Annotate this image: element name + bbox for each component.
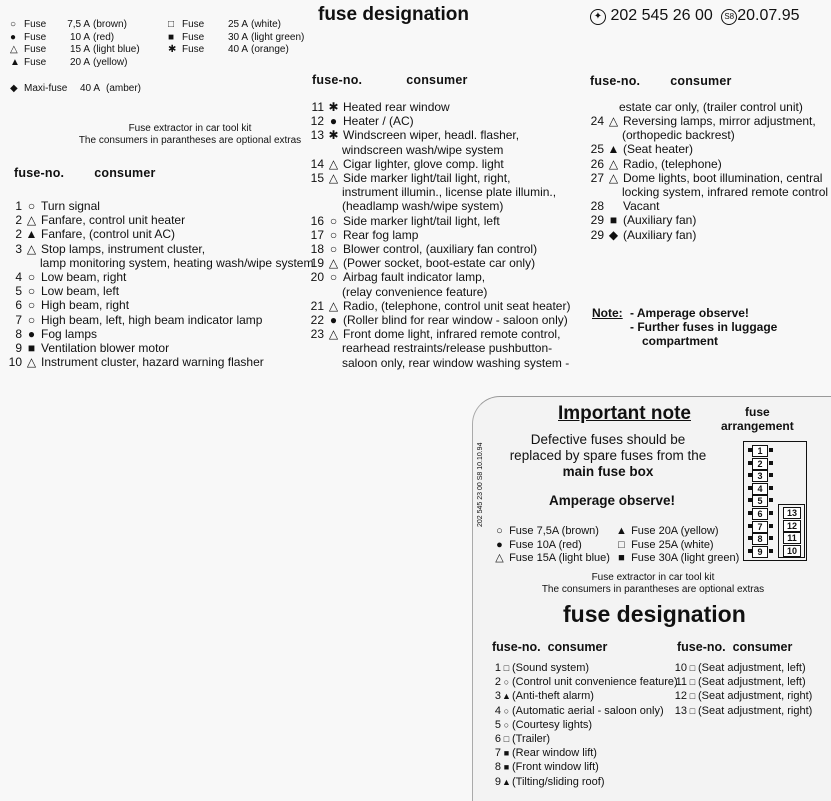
slot-contact [748,536,752,540]
card-fuse-entry: 13 □ (Seat adjustment, right) [674,704,813,717]
card-fuse-entry: 10 □ (Seat adjustment, left) [674,662,806,674]
slot-contact [748,448,752,452]
fuse-entry-cont: (relay convenience feature) [342,284,488,299]
card-list-right [673,661,812,718]
fuse-entry: 10 △ Instrument cluster, hazard warning flasher [8,355,264,370]
fuse-list-col3 [582,114,828,242]
print-date: 20.07.95 [737,7,800,24]
open-triangle-icon: △ [608,114,619,128]
open-triangle-icon: △ [328,298,339,313]
card-fuse-entry: 9 ▲ (Tilting/sliding roof) [494,775,605,788]
fuse-slot: 9 [752,546,768,558]
note-label: Note: [592,306,623,320]
card-col-header-left: fuse-no. consumer [492,640,608,654]
fuse-entry: 4 ○ Low beam, right [15,270,127,285]
slot-contact [748,461,752,465]
slot-contact [769,473,773,477]
fuse-entry: 23 △ Front dome light, infrared remote control, [310,327,561,342]
filled-circle-icon: ● [329,114,338,129]
fuse-slot: 3 [752,470,768,482]
page-title: fuse designation [318,4,469,25]
fuse-entry: 27 △ Dome lights, boot illumination, central [590,170,823,185]
filled-square-icon: ■ [609,213,618,228]
extractor-note: Fuse extractor in car tool kit The consumers in parantheses are optional extras [78,123,302,146]
open-circle-icon: ○ [27,298,36,313]
open-circle-icon: ○ [503,677,510,688]
fuse-slot: 13 [783,507,801,519]
open-square-icon: □ [618,538,625,551]
fuse-slot: 5 [752,495,768,507]
legend-row: ○ Fuse 7,5 A (brown) [10,19,127,30]
card-fuse-entry: 12 □ (Seat adjustment, right) [674,690,813,703]
amperage-observe: Amperage observe! [549,493,676,508]
fuse-entry: 2 △ Fanfare, control unit heater [15,213,186,228]
col3-continuation: estate car only, (trailer control unit) [619,100,803,114]
filled-triangle-icon: ▲ [10,56,20,68]
fuse-entry-cont: rearhead restraints/release pushbutton- [342,341,553,356]
fuse-entry: 16 ○ Side marker light/tail light, left [310,213,500,228]
diamond-icon: ◆ [10,83,18,94]
slot-contact [769,524,773,528]
fuse-entry: 25 ▲ (Seat heater) [590,142,694,157]
fuse-entry: 1 ○ Turn signal [15,199,100,213]
fuse-entry: 20 ○ Airbag fault indicator lamp, [310,270,486,285]
filled-triangle-icon: ▲ [502,691,511,702]
open-triangle-icon: △ [26,355,37,370]
slot-contact [748,524,752,528]
fuse-entry: 8 ● Fog lamps [15,326,98,341]
fuse-slot: 12 [783,520,801,532]
open-circle-icon: ○ [496,525,503,537]
fuse-list-col1 [0,199,313,369]
filled-circle-icon: ● [27,326,36,341]
slot-contact [748,498,752,502]
card-fuse-entry: 11 □ (Seat adjustment, left) [675,676,806,689]
fuse-slot: 4 [752,483,768,495]
fuse-legend-left [10,19,140,69]
fuse-entry: 6 ○ High beam, right [15,298,130,313]
legend-row: ● Fuse 10 A (red) [10,31,115,43]
open-circle-icon: ○ [10,19,17,30]
open-triangle-icon: △ [608,156,619,171]
open-square-icon: □ [689,677,696,688]
col2-header: fuse-no. consumer [312,73,468,87]
open-circle-icon: ○ [329,270,338,285]
slot-contact [769,498,773,502]
asterisk-icon: ✱ [328,100,339,114]
filled-circle-icon: ● [10,31,17,43]
card-legend-row: □ Fuse 25A (white) [615,539,739,553]
slot-contact [769,511,773,515]
col3-header: fuse-no. consumer [590,74,732,88]
open-triangle-icon: △ [328,171,339,186]
slot-contact [748,511,752,515]
filled-triangle-icon: ▲ [25,227,38,242]
card-legend-row: ■ Fuse 30A (light green) [615,552,739,566]
fuse-entry: 9 ■ Ventilation blower motor [15,341,170,356]
card-title: fuse designation [563,601,746,627]
card-fuse-entry: 8 ■ (Front window lift) [494,761,599,774]
open-square-icon: □ [689,691,696,702]
open-triangle-icon: △ [328,327,339,342]
fuse-slot: 7 [752,521,768,533]
fuse-entry: 17 ○ Rear fog lamp [310,227,419,242]
slot-contact [769,549,773,553]
open-triangle-icon: △ [10,44,18,55]
open-square-icon: □ [503,734,510,745]
card-fuse-entry: 3 ▲ (Anti-theft alarm) [494,690,594,703]
open-circle-icon: ○ [503,719,510,730]
card-legend-left [493,525,610,566]
fuse-entry: 5 ○ Low beam, left [15,284,120,299]
spare-fuse-warning: Defective fuses should be replaced by spare fuses from the main fuse box [509,432,707,479]
diamond-icon: ◆ [608,227,619,242]
card-col-header-right: fuse-no. consumer [677,640,793,654]
fuse-entry-cont: instrument illumin., license plate illumin., [342,185,557,200]
filled-square-icon: ■ [168,31,175,43]
card-fuse-entry: 4 ○ (Automatic aerial - saloon only) [494,704,664,717]
fuse-entry: 24 △ Reversing lamps, mirror adjustment, [590,114,816,128]
col1-header: fuse-no. consumer [14,166,156,180]
amperage-note: Note: - Amperage observe! - Further fuses in luggage compartment [592,306,778,348]
fuse-entry: 19 △ (Power socket, boot-estate car only) [310,256,536,271]
card-fuse-entry: 7 ■ (Rear window lift) [494,747,597,760]
open-triangle-icon: △ [328,156,339,171]
open-circle-icon: ○ [27,284,36,299]
card-legend-row: ● Fuse 10A (red) [493,539,610,553]
fuse-slot: 10 [783,545,801,557]
open-triangle-icon: △ [26,213,37,228]
filled-square-icon: ■ [503,748,510,759]
filled-triangle-icon: ▲ [616,525,627,537]
legend-row: ✱ Fuse 40 A (orange) [168,44,289,55]
fuse-slot: 2 [752,458,768,470]
legend-row: ■ Fuse 30 A (light green) [168,31,305,43]
fuse-legend-right [168,19,304,57]
filled-triangle-icon: ▲ [607,142,620,157]
maxi-fuse-legend: ◆ Maxi-fuse 40 A (amber) [10,83,142,94]
card-legend-right [615,525,739,566]
open-circle-icon: ○ [329,227,338,242]
slot-contact [748,473,752,477]
open-square-icon: □ [503,663,510,673]
fuse-slot: 6 [752,508,768,520]
open-circle-icon: ○ [27,270,36,285]
asterisk-icon: ✱ [168,44,177,55]
slot-contact [748,549,752,553]
fuse-entry-cont: locking system, infrared remote control [622,185,829,200]
slot-contact [769,486,773,490]
fuse-entry-cont: saloon only, rear window washing system - [342,355,570,370]
card-list-left [487,661,678,789]
important-note-title: Important note [558,403,691,424]
slot-contact [769,448,773,452]
fuse-entry: 21 △ Radio, (telephone, control unit seat heater) [310,298,571,313]
fuse-entry-cont: (orthopedic backrest) [622,128,735,143]
fuse-slot: 8 [752,533,768,545]
open-circle-icon: ○ [503,705,510,716]
fuse-entry: 7 ○ High beam, left, high beam indicator lamp [15,312,263,327]
legend-row: □ Fuse 25 A (white) [168,19,282,30]
card-fuse-entry: 5 ○ (Courtesy lights) [494,718,593,731]
open-triangle-icon: △ [495,552,504,564]
fuse-entry: 22 ● (Roller blind for rear window - saloon only) [310,313,568,328]
fuse-entry: 11 ✱ Heated rear window [311,100,450,114]
legend-row: △ Fuse 15 A (light blue) [10,44,140,55]
part-number-block [590,7,800,25]
fuse-entry: 15 △ Side marker light/tail light, right, [310,171,511,186]
fuse-subblock [778,504,805,558]
open-circle-icon: ○ [329,213,338,228]
filled-square-icon: ■ [618,552,625,564]
fuse-entry: 14 △ Cigar lighter, glove comp. light [310,156,504,171]
fuse-slot: 11 [783,532,801,544]
open-triangle-icon: △ [608,170,619,185]
fuse-entry-cont: lamp monitoring system, heating wash/wipe system [40,255,314,270]
fuse-entry: 12 ● Heater / (AC) [310,114,414,129]
open-square-icon: □ [689,663,696,673]
fuse-entry-cont: windscreen wash/wipe system [342,142,504,157]
filled-square-icon: ■ [503,762,510,773]
fuse-entry: 29 ■ (Auxiliary fan) [590,213,697,228]
card-fuse-entry: 1 □ (Sound system) [494,662,590,674]
fuse-entry: 29 ◆ (Auxiliary fan) [590,227,697,242]
open-circle-icon: ○ [27,199,36,213]
fuse-arrangement-label: fuse arrangement [721,405,794,433]
slot-contact [748,486,752,490]
card-legend-row: ○ Fuse 7,5A (brown) [493,525,610,539]
asterisk-icon: ✱ [328,128,339,143]
legend-row: ▲ Fuse 20 A (yellow) [10,56,128,68]
mercedes-star-icon: ✦ [590,9,606,25]
fuse-slot: 1 [752,445,768,457]
card-legend-row: △ Fuse 15A (light blue) [493,552,610,566]
open-triangle-icon: △ [26,241,37,256]
open-triangle-icon: △ [328,256,339,271]
filled-square-icon: ■ [27,341,36,356]
card-extractor-note: Fuse extractor in car tool kit The consumers in parantheses are optional extras [541,572,765,595]
fuse-entry-cont: (headlamp wash/wipe system) [342,199,504,214]
part-number: 202 545 26 00 [610,7,713,24]
filled-circle-icon: ● [329,313,338,328]
card-side-code: 202 545 23 00 S8 10.10.94 [477,442,484,527]
s8-logo-icon: S8 [721,9,737,25]
fuse-entry: 3 △ Stop lamps, instrument cluster, [15,241,206,256]
card-legend-row: ▲ Fuse 20A (yellow) [616,525,719,537]
open-square-icon: □ [168,19,175,30]
blank-symbol [607,199,620,213]
open-circle-icon: ○ [27,312,36,327]
filled-triangle-icon: ▲ [502,776,511,787]
filled-circle-icon: ● [496,538,503,551]
open-square-icon: □ [689,705,696,716]
card-fuse-entry: 6 □ (Trailer) [494,733,551,746]
card-fuse-entry: 2 ○ (Control unit convenience feature) [494,676,678,689]
fuse-entry: 13 ✱ Windscreen wiper, headl. flasher, [310,128,520,143]
slot-contact [769,536,773,540]
open-circle-icon: ○ [329,242,338,257]
fuse-entry: 18 ○ Blower control, (auxiliary fan control) [310,242,538,257]
fuse-entry: 28 Vacant [590,199,660,214]
slot-contact [769,461,773,465]
fuse-entry: 2 ▲ Fanfare, (control unit AC) [15,227,176,242]
fuse-list-col2 [302,100,570,370]
luggage-fuse-card [472,396,831,801]
fuse-entry: 26 △ Radio, (telephone) [590,156,722,171]
